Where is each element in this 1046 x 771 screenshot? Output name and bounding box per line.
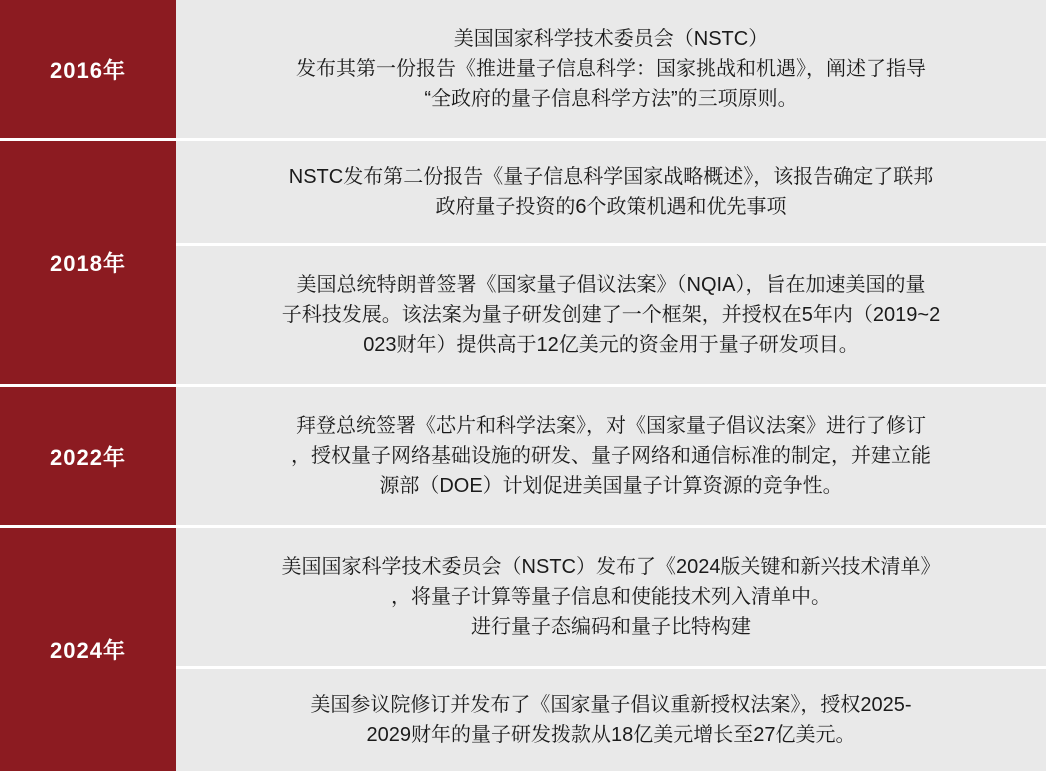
content-line: 拜登总统签署《芯片和科学法案》，对《国家量子倡议法案》进行了修订 — [192, 411, 1030, 441]
content-line: 美国参议院修订并发布了《国家量子倡议重新授权法案》，授权2025- — [192, 690, 1030, 720]
content-line: 源部（DOE）计划促进美国量子计算资源的竞争性。 — [192, 471, 1030, 501]
content-line: “全政府的量子信息科学方法”的三项原则。 — [192, 84, 1030, 114]
content-block-2016-1 — [176, 0, 1046, 140]
content-line: 子科技发展。该法案为量子研发创建了一个框架，并授权在5年内（2019~2 — [192, 300, 1030, 330]
content-block-2024-1 — [176, 527, 1046, 668]
year-label-2022: 2022年 — [0, 386, 176, 527]
content-line: 美国国家科学技术委员会（NSTC）发布了《2024版关键和新兴技术清单》 — [192, 552, 1030, 582]
year-label-2024: 2024年 — [0, 527, 176, 771]
content-line: ，将量子计算等量子信息和使能技术列入清单中。 — [192, 582, 1030, 612]
content-line: 023财年）提供高于12亿美元的资金用于量子研发项目。 — [192, 330, 1030, 360]
content-line: 美国总统特朗普签署《国家量子倡议法案》（NQIA），旨在加速美国的量 — [192, 270, 1030, 300]
content-line: 进行量子态编码和量子比特构建 — [192, 612, 1030, 642]
year-label-2018: 2018年 — [0, 140, 176, 386]
content-block-2018-1 — [176, 140, 1046, 245]
content-block-2018-2 — [176, 245, 1046, 386]
content-line: 美国国家科学技术委员会（NSTC） — [192, 24, 1030, 54]
table-row — [0, 0, 1046, 140]
content-line: 政府量子投资的6个政策机遇和优先事项 — [192, 192, 1030, 222]
year-label-2016: 2016年 — [0, 0, 176, 140]
content-line: NSTC发布第二份报告《量子信息科学国家战略概述》，该报告确定了联邦 — [192, 162, 1030, 192]
content-block-2024-2 — [176, 668, 1046, 771]
table-row — [0, 140, 1046, 245]
content-line: 发布其第一份报告《推进量子信息科学：国家挑战和机遇》，阐述了指导 — [192, 54, 1030, 84]
table-row — [0, 386, 1046, 527]
content-line: ，授权量子网络基础设施的研发、量子网络和通信标准的制定，并建立能 — [192, 441, 1030, 471]
content-block-2022-1 — [176, 386, 1046, 527]
content-line: 2029财年的量子研发拨款从18亿美元增长至27亿美元。 — [192, 720, 1030, 750]
table-row — [0, 527, 1046, 668]
